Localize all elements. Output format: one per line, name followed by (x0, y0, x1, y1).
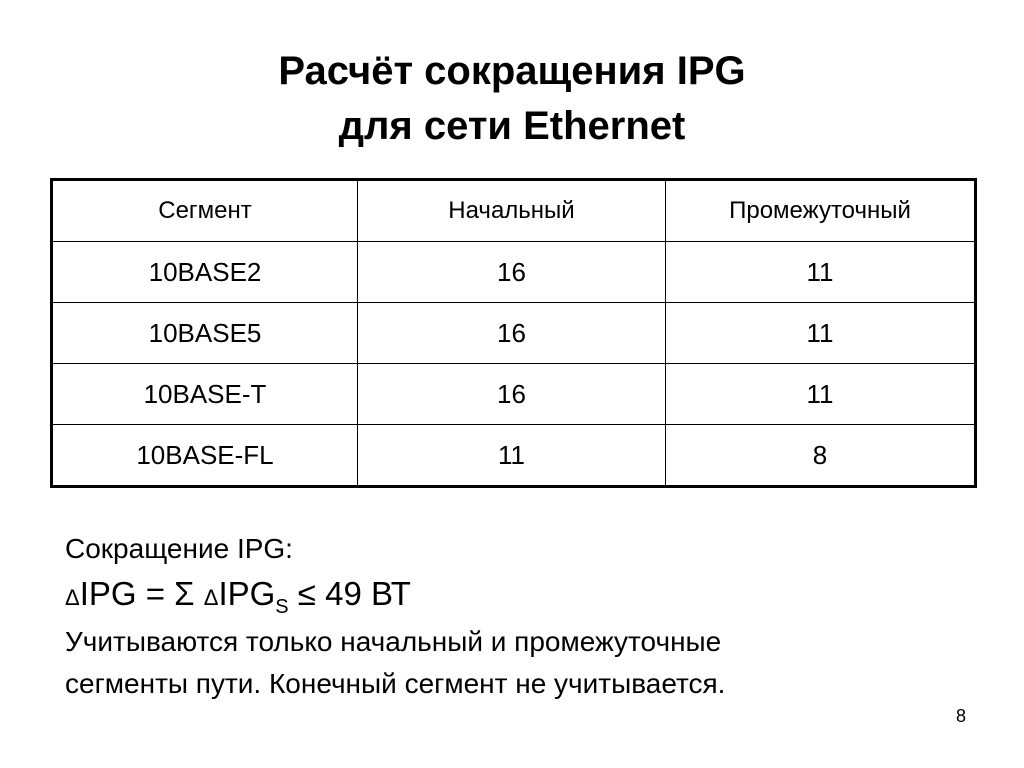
header-initial: Начальный (358, 180, 666, 242)
ipg-table (50, 178, 977, 488)
note-line-2: сегменты пути. Конечный сегмент не учитывается. (65, 668, 726, 699)
formula-part: ≤ 49 ВТ (288, 575, 411, 612)
table-row (52, 364, 976, 425)
table-cell: 16 (358, 242, 666, 303)
table-cell: 11 (666, 242, 976, 303)
ipg-formula (65, 572, 411, 629)
table-cell: 16 (358, 303, 666, 364)
table-cell: 10BASE5 (52, 303, 358, 364)
formula-part: IPG (218, 575, 276, 612)
table-cell: 11 (666, 303, 976, 364)
slide-title-line-2: для сети Ethernet (338, 104, 686, 148)
header-segment: Сегмент (52, 180, 358, 242)
table-cell: 10BASE-FL (52, 425, 358, 487)
ipg-reduction-heading: Сокращение IPG: (65, 533, 293, 564)
delta-symbol: Δ (65, 585, 80, 610)
table-cell: 8 (666, 425, 976, 487)
table-row (52, 303, 976, 364)
table-row (52, 425, 976, 487)
table-cell: 16 (358, 364, 666, 425)
table-header-row (52, 180, 976, 242)
table-cell: 11 (358, 425, 666, 487)
table-cell: 10BASE2 (52, 242, 358, 303)
note-line-1: Учитываются только начальный и промежуточные (65, 626, 722, 657)
delta-symbol: Δ (203, 585, 219, 610)
header-intermediate: Промежуточный (666, 180, 976, 242)
formula-subscript: S (275, 596, 289, 618)
table-row (52, 242, 976, 303)
slide-title-line-1: Расчёт сокращения IPG (278, 49, 746, 93)
table-cell: 11 (666, 364, 976, 425)
formula-part: IPG = Σ (79, 575, 204, 612)
table-cell: 10BASE-T (52, 364, 358, 425)
page-number: 8 (955, 706, 966, 726)
